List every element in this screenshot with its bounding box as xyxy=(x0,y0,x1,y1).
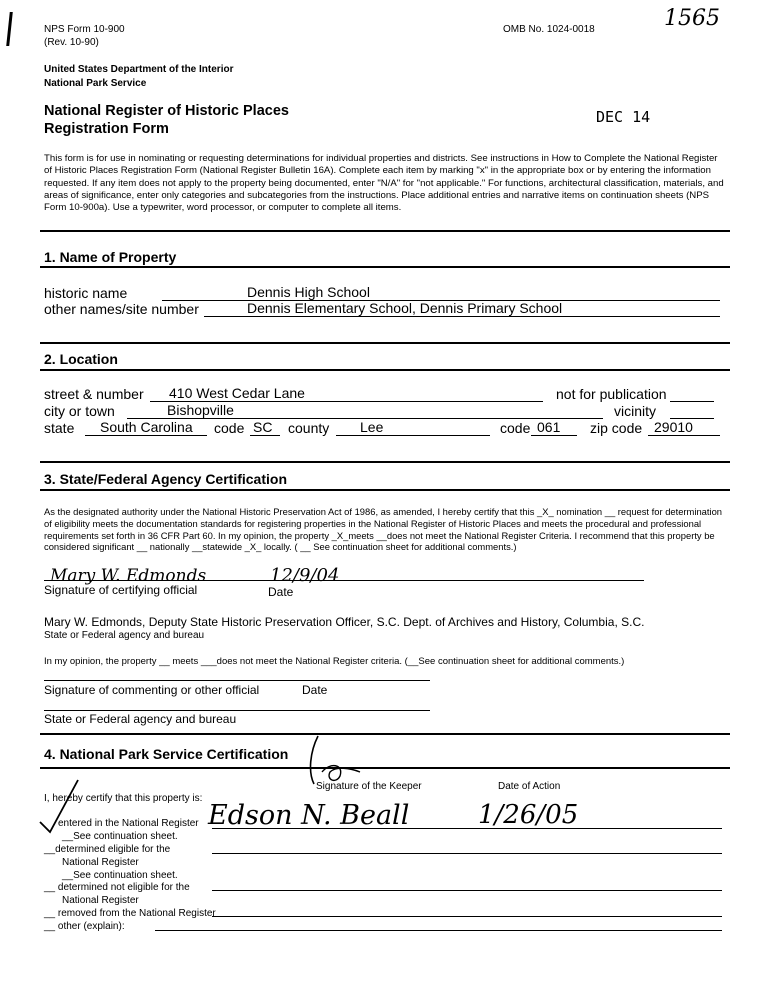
zip-code-field[interactable]: 29010 xyxy=(648,420,720,436)
status-removed: __ removed from the National Register xyxy=(44,908,216,919)
state-field[interactable]: South Carolina xyxy=(85,420,207,436)
intro-paragraph: This form is for use in nominating or requesting determinations for individual properties and districts. See instructions in How to Complete the National Register of Historic Places Registration Form (National Register Bulletin 16A). Complete each item by marking "x" in the appropriate box or by entering the information requested. If any item does not apply to the property being documented, enter "N/A" for "not applicable." For functions, architectural classification, materials, and areas of significance, enter only categories and subcategories from the instructions. Place additional entries and narrative items on continuation sheets (NPS Form 10-900a). Use a typewriter, word processor, or computer to complete all items. xyxy=(44,153,724,214)
zip-code-label: zip code xyxy=(590,420,643,436)
keeper-signature: Edson N. Beall xyxy=(208,800,410,831)
section2-heading: 2. Location xyxy=(44,351,118,367)
form-title: National Register of Historic Places xyxy=(44,103,289,119)
service-name: National Park Service xyxy=(44,78,147,89)
status-eligible-continuation: __See continuation sheet. xyxy=(62,870,178,881)
status-entered-continuation: __See continuation sheet. xyxy=(62,831,178,842)
city-label: city or town xyxy=(44,403,115,419)
street-field[interactable]: 410 West Cedar Lane xyxy=(150,386,543,402)
county-label: county xyxy=(288,420,330,436)
commenting-date-label: Date xyxy=(302,683,328,697)
status-not-eligible-register: National Register xyxy=(62,895,139,906)
agency-bureau-label-2: State or Federal agency and bureau xyxy=(44,712,237,726)
certifying-signature-label: Signature of certifying official xyxy=(44,583,198,597)
certifying-signature: Mary W. Edmonds xyxy=(50,566,207,586)
other-names-field[interactable]: Dennis Elementary School, Dennis Primary School xyxy=(204,301,720,317)
section4-heading: 4. National Park Service Certification xyxy=(44,746,289,762)
status-eligible: __determined eligible for the xyxy=(44,844,171,855)
section-divider xyxy=(40,369,730,371)
street-label: street & number xyxy=(44,386,144,402)
form-number: NPS Form 10-900 xyxy=(44,24,125,35)
status-eligible-register: National Register xyxy=(62,857,139,868)
not-for-publication-field[interactable] xyxy=(670,386,714,402)
section-divider xyxy=(40,230,730,232)
form-subtitle: Registration Form xyxy=(44,121,169,137)
vicinity-field[interactable] xyxy=(670,403,714,419)
section3-heading: 3. State/Federal Agency Certification xyxy=(44,471,287,487)
historic-name-field[interactable]: Dennis High School xyxy=(162,285,720,301)
historic-name-label: historic name xyxy=(44,285,128,301)
keeper-signature-label: Signature of the Keeper xyxy=(316,781,422,792)
not-eligible-line xyxy=(212,890,722,891)
status-other: __ other (explain): xyxy=(44,921,125,932)
certification-paragraph: As the designated authority under the National Historic Preservation Act of 1986, as amended, I hereby certify that this _X_ nomination __ request for determination of eligibility meets the documentation standards for registering properties in the National Register of Historic Places and meets the procedural and professional requirements set forth in 36 CFR Part 60. In my opinion, the property _X_meets __does not meet the National Register Criteria. I recommend that this property be considered significant __ nationally __statewide _X_ locally. ( __ See continuation sheet for additional comments.) xyxy=(44,506,722,553)
department-name: United States Department of the Interior xyxy=(44,64,234,75)
date-of-action: 1/26/05 xyxy=(478,800,579,830)
opinion-statement: In my opinion, the property __ meets ___does not meet the National Register criteria. (__See continuation sheet for additional comments.) xyxy=(44,656,625,667)
certifying-official-name: Mary W. Edmonds, Deputy State Historic Preservation Officer, S.C. Dept. of Archives and History, Columbia, S.C. xyxy=(44,615,645,629)
county-field[interactable]: Lee xyxy=(336,420,490,436)
section-divider xyxy=(40,489,730,491)
comment-signature-line xyxy=(44,680,430,681)
agency-line xyxy=(44,710,430,711)
section1-heading: 1. Name of Property xyxy=(44,249,177,265)
vicinity-label: vicinity xyxy=(614,403,657,419)
section-divider xyxy=(40,342,730,344)
certifying-date-label: Date xyxy=(268,585,294,599)
not-for-publication-label: not for publication xyxy=(556,386,667,402)
status-entered: entered in the National Register xyxy=(58,818,199,829)
section-divider xyxy=(40,767,730,769)
commenting-signature-label: Signature of commenting or other official xyxy=(44,683,260,697)
form-revision: (Rev. 10-90) xyxy=(44,37,99,48)
agency-bureau-label: State or Federal agency and bureau xyxy=(44,630,205,641)
keeper-initial-mark xyxy=(300,732,370,788)
margin-mark xyxy=(6,12,13,46)
removed-line xyxy=(212,916,722,917)
section-divider xyxy=(40,733,730,735)
omb-number: OMB No. 1024-0018 xyxy=(503,24,595,35)
entered-line xyxy=(212,828,722,829)
received-stamp: DEC 14 xyxy=(596,108,651,126)
eligible-line xyxy=(212,853,722,854)
status-not-eligible: __ determined not eligible for the xyxy=(44,882,190,893)
state-code-label: code xyxy=(214,420,245,436)
section-divider xyxy=(40,266,730,268)
county-code-label: code xyxy=(500,420,531,436)
county-code-field[interactable]: 061 xyxy=(531,420,577,436)
state-code-field[interactable]: SC xyxy=(250,420,280,436)
other-names-label: other names/site number xyxy=(44,301,199,317)
date-of-action-label: Date of Action xyxy=(498,781,561,792)
other-line xyxy=(155,930,722,931)
section-divider xyxy=(40,461,730,463)
certifying-date: 12/9/04 xyxy=(270,565,340,586)
handwritten-number: 1565 xyxy=(664,6,720,31)
signature-line xyxy=(44,580,644,581)
state-label: state xyxy=(44,420,75,436)
city-field[interactable]: Bishopville xyxy=(127,403,603,419)
certify-statement: I, hereby certify that this property is: xyxy=(44,793,203,804)
